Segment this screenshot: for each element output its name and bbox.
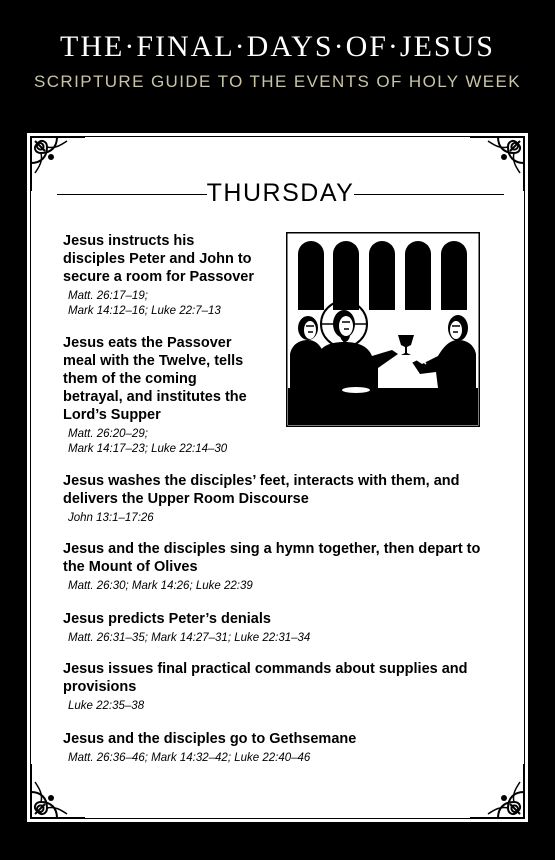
last-supper-illustration <box>286 232 480 427</box>
day-heading <box>57 177 504 211</box>
event-item <box>63 232 258 319</box>
event-item <box>63 540 498 594</box>
event-title: Jesus washes the disciples’ feet, interacts with them, and delivers the Upper Room Discourse <box>63 473 460 507</box>
event-item <box>63 660 498 714</box>
corner-ornament-icon <box>27 760 89 822</box>
event-item <box>63 334 258 457</box>
event-refs: Luke 22:35–38 <box>68 700 145 712</box>
corner-ornament-icon <box>466 760 528 822</box>
heading-rule-right <box>354 194 504 195</box>
event-title: Jesus issues final practical commands about supplies and provisions <box>63 661 468 695</box>
event-refs: Matt. 26:36–46; Mark 14:32–42; Luke 22:40–46 <box>68 752 311 764</box>
event-title: Jesus predicts Peter’s denials <box>63 611 271 627</box>
page-header <box>0 0 555 130</box>
event-refs: Matt. 26:20–29; Mark 14:17–23; Luke 22:14–30 <box>68 428 228 455</box>
event-refs: Matt. 26:17–19; Mark 14:12–16; Luke 22:7–13 <box>68 290 221 317</box>
event-title: Jesus eats the Passover meal with the Twelve, tells them of the coming betrayal, and institutes the Lord’s Supper <box>63 335 247 423</box>
event-refs: Matt. 26:31–35; Mark 14:27–31; Luke 22:31–34 <box>68 632 311 644</box>
day-label: THURSDAY <box>206 179 355 207</box>
page-subtitle: SCRIPTURE GUIDE TO THE EVENTS OF HOLY WEEK <box>33 72 522 91</box>
event-item <box>63 610 498 646</box>
page-title: THE·FINAL·DAYS·OF·JESUS <box>60 30 495 63</box>
content-card <box>24 130 531 825</box>
event-refs: Matt. 26:30; Mark 14:26; Luke 22:39 <box>68 580 253 592</box>
event-title: Jesus and the disciples sing a hymn together, then depart to the Mount of Olives <box>63 541 481 575</box>
event-title: Jesus instructs his disciples Peter and John to secure a room for Passover <box>63 233 255 285</box>
event-item <box>63 472 498 526</box>
event-title: Jesus and the disciples go to Gethsemane <box>63 731 357 747</box>
event-item <box>63 730 498 766</box>
event-refs: John 13:1–17:26 <box>68 512 154 524</box>
